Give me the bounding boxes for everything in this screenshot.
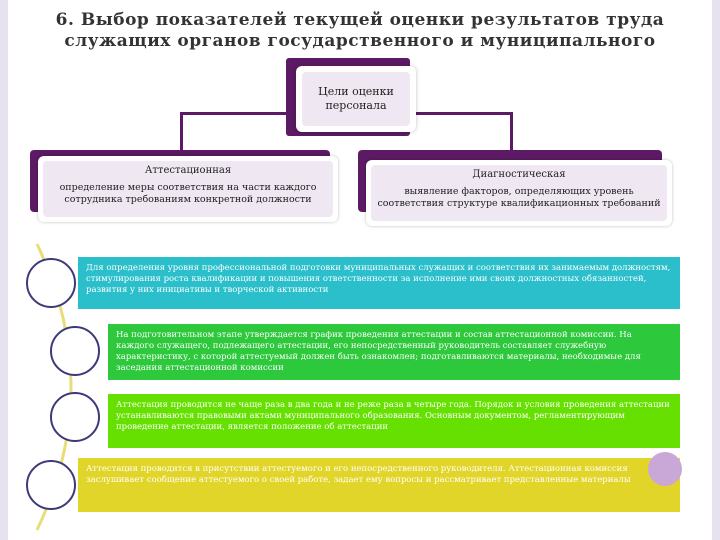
connector-right bbox=[416, 112, 513, 155]
category-diagnostic-title: Диагностическая bbox=[472, 169, 566, 180]
category-diagnostic-text: выявление факторов, определяющих уровень соответствия структуре квалификационных требований bbox=[377, 186, 661, 209]
category-diagnostic-body bbox=[371, 165, 667, 221]
slide-title: 6. Выбор показателей текущей оценки результатов труда служащих органов государственного и муниципального bbox=[55, 10, 665, 51]
category-attestation bbox=[38, 156, 338, 222]
list-item-1: Для определения уровня профессиональной подготовки муниципальных служащих и соответствия их занимаемым должностям, стимулирования роста квалификации и повышения ответственности за исполнение ими своих должностных обязанностей, развития у них инициативы и творческой активности bbox=[78, 257, 680, 309]
list-item-3: Аттестация проводится не чаще раза в два года и не реже раза в четыре года. Порядок и условия проведения аттестации устанавливаются правовыми актами муниципального образования. Основным документом, регламентирующим проведение аттестации, является положение об аттестации bbox=[108, 394, 680, 448]
list-bullet-2 bbox=[50, 326, 100, 376]
list-bullet-4 bbox=[26, 460, 76, 510]
list-item-2: На подготовительном этапе утверждается график проведения аттестации и состав аттестационной комиссии. На каждого служащего, подлежащего аттестации, его непосредственный руководитель составляет служебную характеристику, с которой аттестуемый должен быть ознакомлен; подготавливаются материалы, необходимые для заседания аттестационной комиссии bbox=[108, 324, 680, 380]
category-attestation-text: определение меры соответствия на части каждого сотрудника требованиям конкретной должности bbox=[59, 182, 317, 205]
category-attestation-title: Аттестационная bbox=[144, 165, 232, 176]
list-item-4: Аттестация проводится в присутствии аттестуемого и его непосредственного руководителя. Аттестационная комиссия заслушивает сообщение аттестуемого о своей работе, задает ему вопросы и рассматривает представленные материалы bbox=[78, 458, 680, 512]
list-bullet-1 bbox=[26, 258, 76, 308]
list-bullet-3 bbox=[50, 392, 100, 442]
root-node bbox=[296, 66, 416, 132]
connector-left bbox=[180, 112, 289, 155]
decorative-circle bbox=[648, 452, 682, 486]
category-attestation-body bbox=[43, 161, 333, 217]
category-diagnostic bbox=[366, 160, 672, 226]
right-frame-border bbox=[712, 0, 720, 540]
root-node-label: Цели оценки персонала bbox=[302, 72, 410, 126]
